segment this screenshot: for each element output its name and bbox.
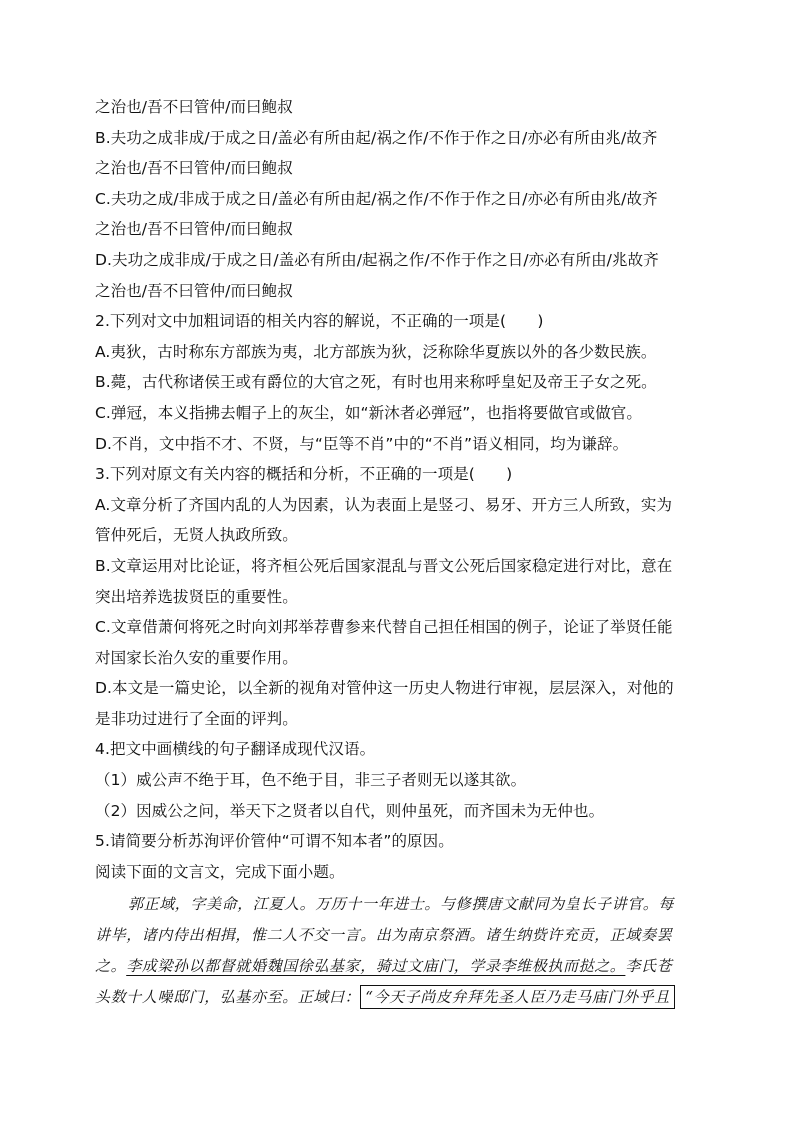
boxed-sentence: “今天子尚皮弁拜先圣人臣乃走马庙门外乎且 <box>360 985 675 1009</box>
classical-passage <box>95 889 705 1013</box>
passage-line-3 <box>95 951 705 982</box>
q2-option-c: C.弹冠，本义指拂去帽子上的灰尘，如“新沐者必弹冠”，也指将要做官或做官。 <box>95 403 643 422</box>
q1-option-a-continuation: 之治也/吾不曰管仲/而曰鲍叔 <box>95 98 293 116</box>
underlined-sentence: 李成梁孙以都督就婚魏国徐弘基家，骑过文庙门，学录李维极执而挞之。 <box>126 957 626 976</box>
q3-option-b: B.文章运用对比论证，将齐桓公死后国家混乱与晋文公死后国家稳定进行对比，意在 <box>95 556 673 575</box>
q5-stem: 5.请简要分析苏洵评价管仲“可谓不知本者”的原因。 <box>95 832 454 851</box>
passage-text: 之。 <box>95 957 127 976</box>
q4-stem: 4.把文中画横线的句子翻译成现代汉语。 <box>95 740 376 759</box>
passage-line-4 <box>95 982 705 1013</box>
q2-stem: 2.下列对文中加粗词语的相关内容的解说，不正确的一项是( ) <box>95 312 544 331</box>
q2-option-d: D.不肖，文中指不才、不贤，与“臣等不肖”中的“不肖”语义相同，均为谦辞。 <box>95 434 629 453</box>
q1-option-b-continuation: 之治也/吾不曰管仲/而曰鲍叔 <box>95 159 293 178</box>
q1-option-c-continuation: 之治也/吾不曰管仲/而曰鲍叔 <box>95 220 293 239</box>
q3-option-a-continuation: 管仲死后，无贤人执政所致。 <box>95 526 298 545</box>
q3-option-c: C.文章借萧何将死之时向刘邦举荐曹参来代替自己担任相国的例子，论证了举贤任能 <box>95 618 673 637</box>
passage-line-2: 讲毕，诸内侍出相揖，惟二人不交一言。出为南京祭酒。诸生纳赀许充贡，正域奏罢 <box>95 926 673 945</box>
q1-option-d: D.夫功之成非成/于成之日/盖必有所由/起祸之作/不作于作之日/亦必有所由/兆故齐 <box>95 250 659 269</box>
q3-stem: 3.下列对原文有关内容的概括和分析，不正确的一项是( ) <box>95 465 513 484</box>
q2-option-b: B.薨，古代称诸侯王或有爵位的大官之死，有时也用来称呼皇妃及帝王子女之死。 <box>95 373 657 392</box>
q1-option-b: B.夫功之成非成/于成之日/盖必有所由起/祸之作/不作于作之日/亦必有所由兆/故齐 <box>95 128 658 147</box>
q4-sentence-2: （2）因威公之问，举天下之贤者以自代，则仲虽死，而齐国未为无仲也。 <box>95 801 605 820</box>
passage-text: 李氏苍 <box>625 957 673 976</box>
q3-option-c-continuation: 对国家长治久安的重要作用。 <box>95 648 298 667</box>
q2-option-a: A.夷狄，古时称东方部族为夷，北方部族为狄，泛称除华夏族以外的各少数民族。 <box>95 342 657 361</box>
q3-option-a: A.文章分析了齐国内乱的人为因素，认为表面上是竖刁、易牙、开方三人所致，实为 <box>95 495 673 514</box>
passage-text: 头数十人噪邸门，弘基亦至。正域曰： <box>95 988 361 1007</box>
q3-option-d-continuation: 是非功过进行了全面的评判。 <box>95 709 298 728</box>
q3-option-b-continuation: 突出培养选拔贤臣的重要性。 <box>95 587 298 606</box>
section-instruction: 阅读下面的文言文，完成下面小题。 <box>95 862 345 881</box>
q1-option-c: C.夫功之成/非成于成之日/盖必有所由起/祸之作/不作于作之日/亦必有所由兆/故齐 <box>95 189 658 208</box>
document-page <box>95 92 705 1013</box>
passage-line-1: 郭正域，字美命，江夏人。万历十一年进士。与修撰唐文献同为皇长子讲官。每 <box>128 895 675 914</box>
q1-option-d-continuation: 之治也/吾不曰管仲/而曰鲍叔 <box>95 281 293 300</box>
q3-option-d: D.本文是一篇史论，以全新的视角对管仲这一历史人物进行审视，层层深入，对他的 <box>95 679 674 698</box>
q4-sentence-1: （1）威公声不绝于耳，色不绝于目，非三子者则无以遂其欲。 <box>95 771 527 790</box>
